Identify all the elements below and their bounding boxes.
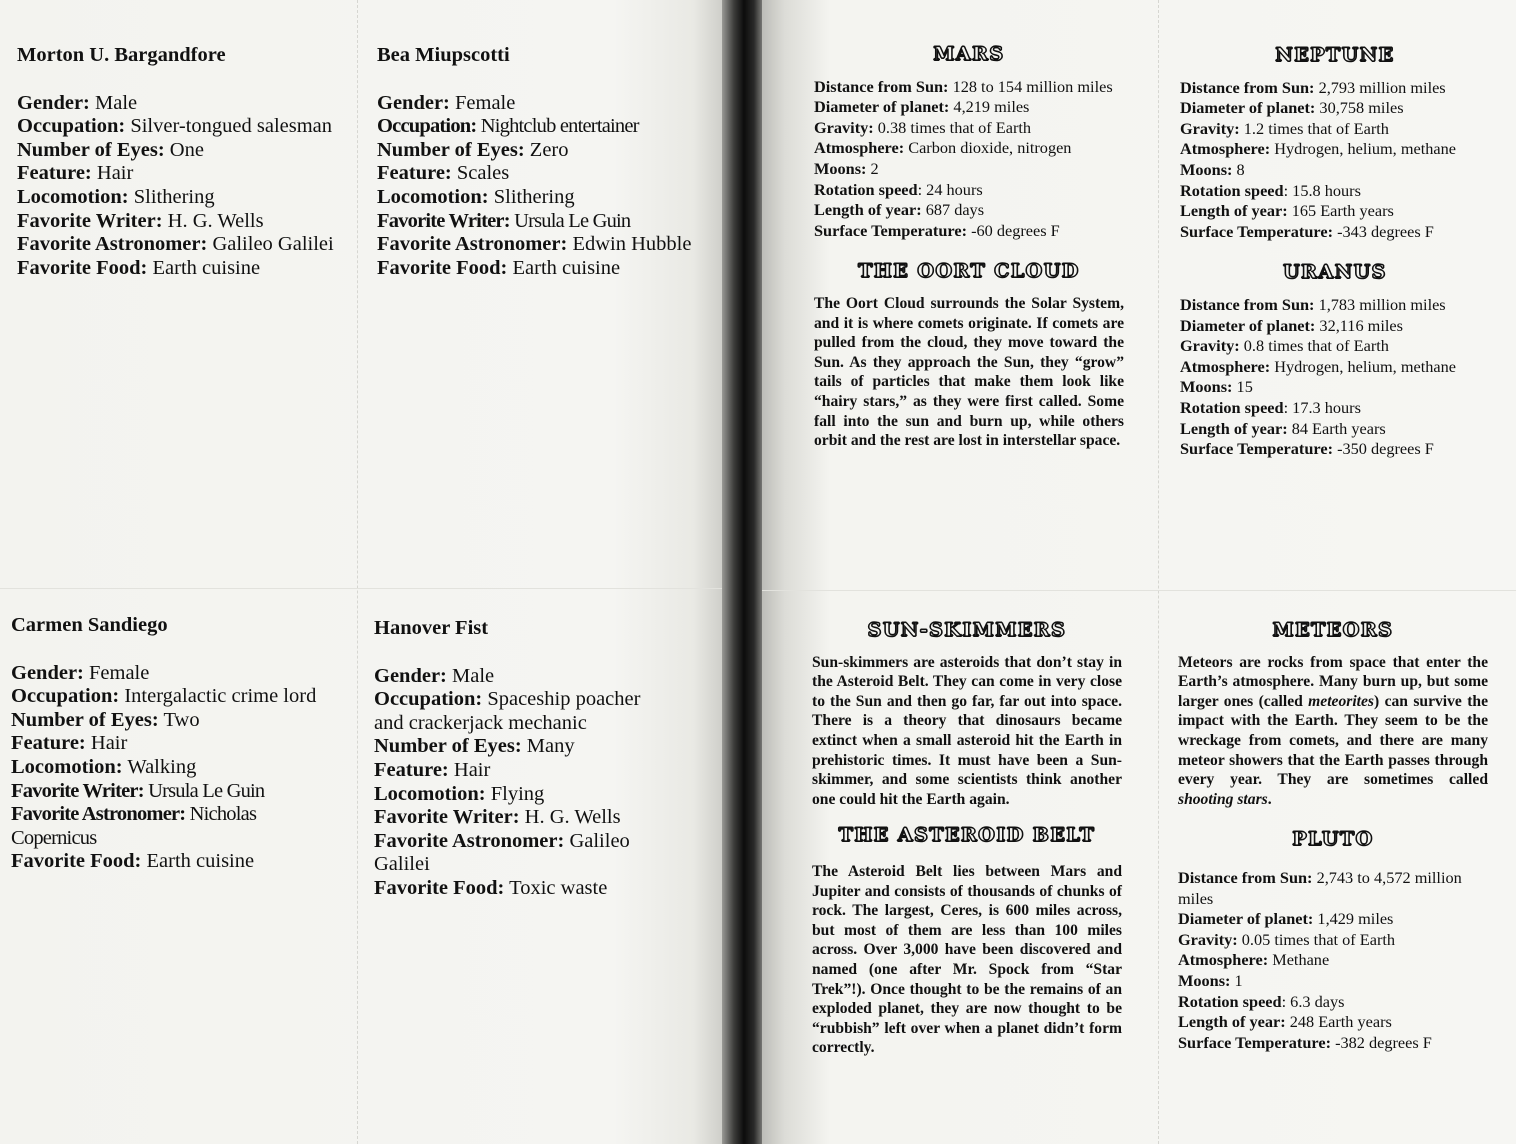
field-diameter: Diameter of planet: 4,219 miles	[814, 97, 1030, 117]
fold-line	[0, 588, 722, 589]
field-food: Favorite Food: Earth cuisine	[11, 850, 255, 873]
field-feature: Feature: Hair	[17, 162, 134, 185]
field-food: Favorite Food: Earth cuisine	[17, 256, 261, 279]
field-atmosphere: Atmosphere: Carbon dioxide, nitrogen	[814, 138, 1072, 158]
field-eyes: Number of Eyes: Zero	[377, 138, 569, 161]
field-rotation: Rotation speed: 17.3 hours	[1180, 397, 1361, 417]
oort-text: The Oort Cloud surrounds the Solar System, and it is where comets originate. If comets are pulled from the cloud, they move toward the Sun. As they approach the Sun, they “grow” tails of particles that make them look like “hairy stars,” as they were first called. Some fall into the sun and burn up, while others orbit and the rest are lost in interstellar space.	[814, 294, 1124, 450]
field-occupation: Occupation: Intergalactic crime lord	[11, 685, 317, 708]
field-distance: Distance from Sun: 1,783 million miles	[1180, 294, 1446, 314]
field-locomotion: Locomotion: Walking	[11, 755, 197, 778]
field-temperature: Surface Temperature: -343 degrees F	[1180, 221, 1434, 241]
field-writer: Favorite Writer: H. G. Wells	[17, 209, 264, 232]
suspect-name: Morton U. Bargandfore	[17, 44, 226, 66]
fold-line	[357, 0, 358, 1144]
field-astronomer: Favorite Astronomer: Galileo Galilei	[374, 829, 630, 876]
field-atmosphere: Atmosphere: Hydrogen, helium, methane	[1180, 139, 1456, 159]
field-locomotion: Locomotion: Slithering	[377, 185, 575, 208]
field-year: Length of year: 248 Earth years	[1178, 1012, 1392, 1032]
field-temperature: Surface Temperature: -60 degrees F	[814, 220, 1060, 240]
sunskimmers-text: Sun-skimmers are asteroids that don’t stay in the Asteroid Belt. They can come in very close to the Sun and then go far, far out into space. There is a theory that dinosaurs became extinct when a small asteroid hit the Earth in prehistoric times. It must have been a Sun-skimmer, and some scientists think another one could hit the Earth again.	[812, 653, 1122, 808]
suspect-name: Hanover Fist	[374, 617, 489, 639]
field-food: Favorite Food: Earth cuisine	[377, 256, 621, 279]
field-locomotion: Locomotion: Slithering	[17, 185, 215, 208]
suspect-card-morton	[17, 44, 337, 280]
field-gender: Gender: Female	[11, 661, 150, 684]
asteroid-title: THE ASTEROID BELT	[838, 824, 1096, 847]
field-rotation: Rotation speed: 24 hours	[814, 179, 983, 199]
asteroid-text: The Asteroid Belt lies between Mars and Jupiter and consists of thousands of chunks of rock. The largest, Ceres, is 600 miles across, but most of them are less than 100 miles across. Over 3,000 have been discovered and named (one after Mr. Spock from “Star Trek”!). Once thought to be the remains of an exploded planet, they are now thought to be “rubbish” left over when a planet didn’t form correctly.	[812, 862, 1122, 1057]
book-gutter	[722, 0, 762, 1144]
meteors-title: METEORS	[1272, 619, 1394, 641]
field-writer: Favorite Writer: H. G. Wells	[374, 806, 621, 829]
field-astronomer: Favorite Astronomer: Nicholas Copernicus	[11, 803, 257, 849]
mars-card	[814, 44, 1124, 451]
field-eyes: Number of Eyes: One	[17, 138, 204, 161]
mars-title: MARS	[933, 43, 1005, 65]
uranus-title: URANUS	[1283, 261, 1387, 284]
field-feature: Feature: Hair	[11, 732, 128, 755]
sunskimmers-card	[812, 620, 1122, 1058]
suspect-card-bea	[377, 44, 707, 280]
field-occupation: Occupation: Spaceship poacher and crackerjack mechanic	[374, 688, 641, 734]
left-page	[0, 0, 722, 1144]
field-moons: Moons: 1	[1178, 970, 1243, 990]
field-gender: Gender: Female	[377, 91, 516, 114]
meteors-text: Meteors are rocks from space that enter the Earth’s atmosphere. Many burn up, but some larger ones (called meteorites) can survive the impact with the Earth. They seem to be the wreckage from comets, and there are many meteor showers that the Earth passes through every year. They are sometimes called shooting stars.	[1178, 653, 1489, 808]
field-moons: Moons: 15	[1180, 377, 1253, 397]
field-diameter: Diameter of planet: 1,429 miles	[1178, 909, 1394, 929]
field-gravity: Gravity: 0.38 times that of Earth	[814, 117, 1032, 137]
field-eyes: Number of Eyes: Many	[374, 735, 575, 758]
suspect-name: Bea Miupscotti	[377, 44, 510, 66]
field-moons: Moons: 2	[814, 158, 879, 178]
field-gravity: Gravity: 1.2 times that of Earth	[1180, 118, 1389, 138]
neptune-card	[1180, 45, 1490, 460]
field-distance: Distance from Sun: 128 to 154 million miles	[814, 76, 1113, 96]
pluto-title: PLUTO	[1292, 828, 1374, 851]
right-page	[762, 0, 1516, 1144]
field-astronomer: Favorite Astronomer: Galileo Galilei	[17, 233, 334, 256]
field-distance: Distance from Sun: 2,793 million miles	[1180, 77, 1446, 97]
field-occupation: Occupation: Nightclub entertainer	[377, 115, 639, 138]
field-locomotion: Locomotion: Flying	[374, 782, 545, 805]
field-feature: Feature: Scales	[377, 162, 510, 185]
field-year: Length of year: 84 Earth years	[1180, 418, 1386, 438]
suspect-card-hanover	[374, 617, 674, 901]
field-atmosphere: Atmosphere: Methane	[1178, 950, 1330, 970]
oort-title: THE OORT CLOUD	[858, 260, 1080, 283]
field-food: Favorite Food: Toxic waste	[374, 876, 608, 899]
field-rotation: Rotation speed: 6.3 days	[1178, 991, 1345, 1011]
field-year: Length of year: 687 days	[814, 200, 985, 220]
field-occupation: Occupation: Silver-tongued salesman	[17, 115, 333, 138]
field-moons: Moons: 8	[1180, 159, 1245, 179]
sunskimmers-title: SUN-SKIMMERS	[867, 619, 1067, 641]
field-feature: Feature: Hair	[374, 758, 491, 781]
field-diameter: Diameter of planet: 32,116 miles	[1180, 315, 1403, 335]
suspect-name: Carmen Sandiego	[11, 614, 168, 636]
field-gender: Gender: Male	[17, 91, 138, 114]
field-year: Length of year: 165 Earth years	[1180, 201, 1394, 221]
suspect-card-carmen	[11, 614, 336, 874]
field-temperature: Surface Temperature: -350 degrees F	[1180, 439, 1434, 459]
field-temperature: Surface Temperature: -382 degrees F	[1178, 1032, 1432, 1052]
field-distance: Distance from Sun: 2,743 to 4,572 million miles	[1178, 867, 1462, 908]
field-atmosphere: Atmosphere: Hydrogen, helium, methane	[1180, 356, 1456, 376]
field-gender: Gender: Male	[374, 664, 495, 687]
fold-line	[1158, 0, 1159, 1144]
field-writer: Favorite Writer: Ursula Le Guin	[11, 779, 265, 802]
meteors-card	[1178, 620, 1488, 1053]
fold-line	[762, 590, 1516, 591]
field-gravity: Gravity: 0.05 times that of Earth	[1178, 929, 1396, 949]
field-eyes: Number of Eyes: Two	[11, 708, 200, 731]
field-writer: Favorite Writer: Ursula Le Guin	[377, 209, 631, 232]
field-diameter: Diameter of planet: 30,758 miles	[1180, 98, 1404, 118]
field-astronomer: Favorite Astronomer: Edwin Hubble	[377, 233, 692, 256]
neptune-title: NEPTUNE	[1275, 44, 1395, 66]
field-rotation: Rotation speed: 15.8 hours	[1180, 180, 1361, 200]
field-gravity: Gravity: 0.8 times that of Earth	[1180, 336, 1389, 356]
